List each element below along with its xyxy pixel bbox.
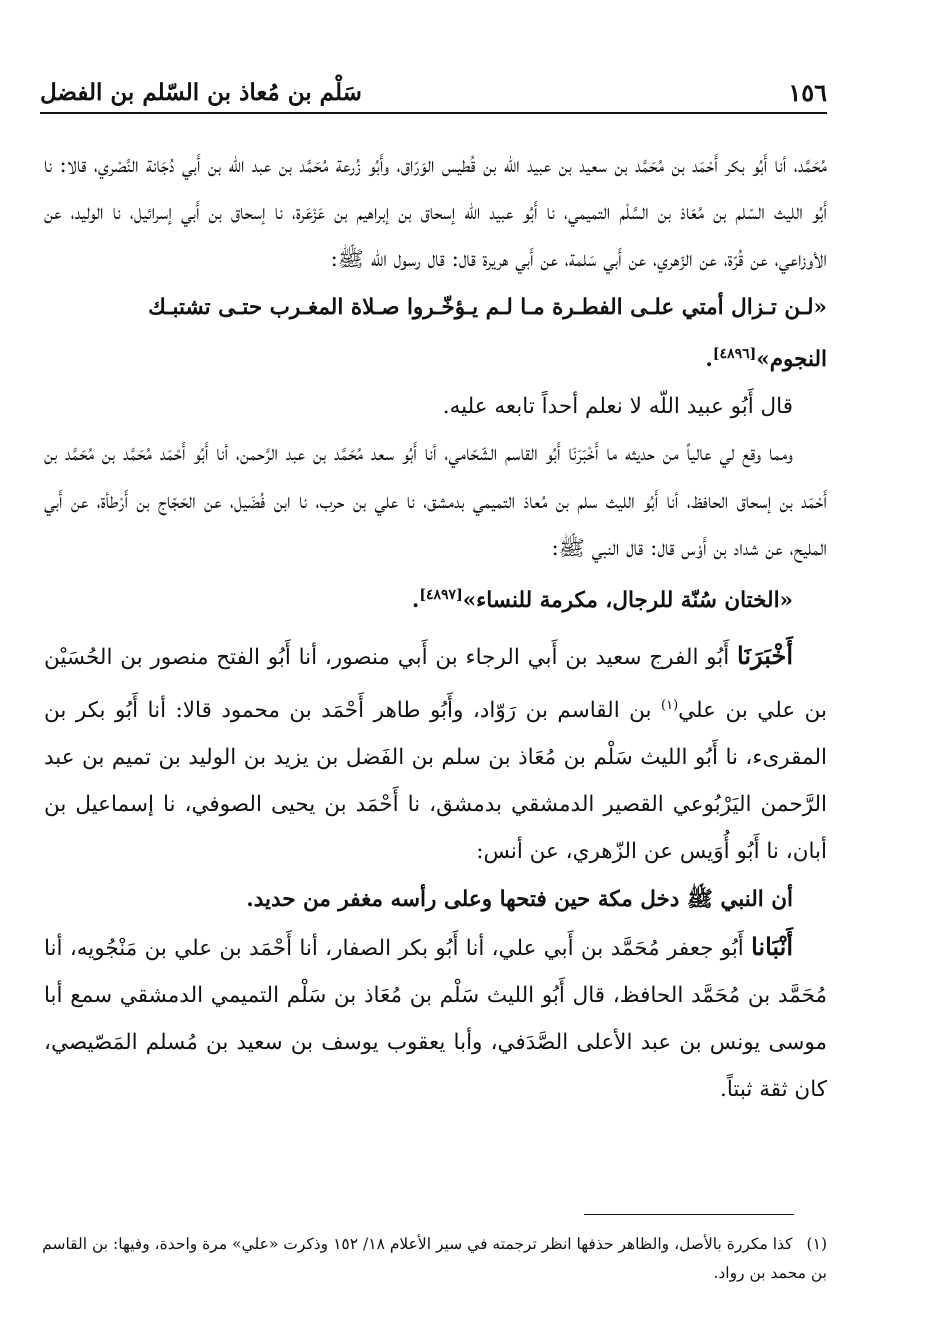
hadith-quote: «لـن تـزال أمتي علـى الفطـرة مـا لـم يـؤخّـروا صـلاة المغـرب حتـى تشتبـك النجوم»[٤٨٩٦]. <box>148 294 827 372</box>
page-header <box>40 78 827 114</box>
paragraph: قال أَبُو عبيد اللّه لا نعلم أحداً تابعه عليه. <box>442 394 793 420</box>
paragraph <box>44 632 827 875</box>
page-number: ١٥٦ <box>788 78 827 107</box>
hadith-quote: «الختان سُنّة للرجال، مكرمة للنساء»[٤٨٩٧]. <box>411 586 793 614</box>
paragraph-text: أَبُو جعفر مُحَمَّد بن أَبي علي، أنا أَبُو بكر الصفار، أنا أَحْمَد بن علي بن مَنْجُويه، أنا مُحَمَّد بن مُحَمَّد الحافظ، قال أَبُو الليث سَلْم بن مُعَاذ بن سَلْم التميمي الدمشقي سمع أبا موسى يونس بن عبد الأعلى الصَّدَفي، وأبا يعقوب يوسف بن سعيد بن مُسلم المَصّيصي، كان ثقة ثبتاً. <box>44 935 827 1103</box>
footnote <box>40 1230 827 1288</box>
paragraph <box>44 923 827 1114</box>
paragraph: مُحَمَّد، أنا أَبُو بكر أَحْمَد بن مُحَمَّد بن سعيد بن عبيد اللّه بن قُطيس الوَرّاق، وأَبُو زُرعة مُحَمَّد بن عبد اللّه بن أَبي دُجَانة النَّصْري، قالا: نا أَبُو الليث السّلم بن مُعَاذ بن السَّلْم التميمي، نا أَبُو عبيد اللّه إسحاق بن إبراهيم بن عَزْعَرة، نا إسحاق بن أَبي إسرائيل، نا الوليد، عن الأوزاعي، عن قُرّة، عن الزّهري، عن أَبي سَلمة، عن أَبي هريرة قال: قال رسول الله ﷺ: <box>44 153 827 273</box>
paragraph-text: أَبُو الفرج سعيد بن أَبي الرجاء بن أَبي منصور، أنا أَبُو الفتح منصور بن الحُسَيْن بن علي بن علي <box>44 645 827 723</box>
footnotes <box>40 1230 827 1288</box>
paragraph-lead-word: أَنْبَانا <box>751 931 793 961</box>
footnote-number: (١) <box>806 1235 827 1253</box>
hadith-number: [٤٨٩٧] <box>419 586 463 603</box>
hadith-number: [٤٨٩٦] <box>712 345 757 362</box>
page-body <box>44 142 827 1114</box>
hadith-text: «لـن تـزال أمتي علـى الفطـرة مـا لـم يـؤخّـروا صـلاة المغـرب حتـى تشتبـك النجوم» <box>148 294 827 372</box>
hadith-text: «الختان سُنّة للرجال، مكرمة للنساء» <box>462 588 793 614</box>
running-title: سَلْم بن مُعاذ بن السّلم بن الفضل <box>40 79 362 106</box>
footnote-text: كذا مكررة بالأصل، والظاهر حذفها انظر ترجمته في سير الأعلام ١٨/ ١٥٢ وذكرت «علي» مرة واحدة، وفيها: بن القاسم بن محمد بن رواد. <box>42 1235 827 1282</box>
paragraph-lead-word: أَخْبَرَنَا <box>737 641 793 671</box>
footnote-reference[interactable]: (١) <box>661 697 679 713</box>
footnote-divider <box>584 1214 794 1215</box>
paragraph-text: بن القاسم بن رَوّاد، وأَبُو طاهر أَحْمَد بن محمود قالا: أنا أَبُو بكر بن المقرىء، نا أَبُو الليث سَلْم بن مُعَاذ بن سلم بن الفَضل بن يزيد بن الوليد بن تميم بن عبد الرَّحمن اليَرْبُوعي القصير الدمشقي بدمشق، نا أَحْمَد بن يحيى الصوفي، نا إسماعيل بن أبان، نا أَبُو أُوَيس عن الزّهري، عن أنس: <box>44 697 827 865</box>
paragraph: ومما وقع لي عالياً من حديثه ما أَخْبَرَنَا أَبُو القاسم الشّحّامي، أنا أَبُو سعد مُحَمَّد بن عبد الرَّحمن، أنا أَبُو أَحْمَد مُحَمَّد بن مُحَمَّد بن أَحْمَد بن إسحاق الحافظ، أنا أَبُو الليث سلم بن مُعاذ التميمي بدمشق، نا علي بن حرب، نا ابن فُضَيل، عن الحَجّاج بن أَرْطأة، عن أَبي المليح، عن شداد بن أَوْس قال: قال النبي ﷺ: <box>44 441 827 561</box>
hadith-quote: أن النبي ﷺ دخل مكة حين فتحها وعلى رأسه مغفر من حديد. <box>246 886 793 912</box>
